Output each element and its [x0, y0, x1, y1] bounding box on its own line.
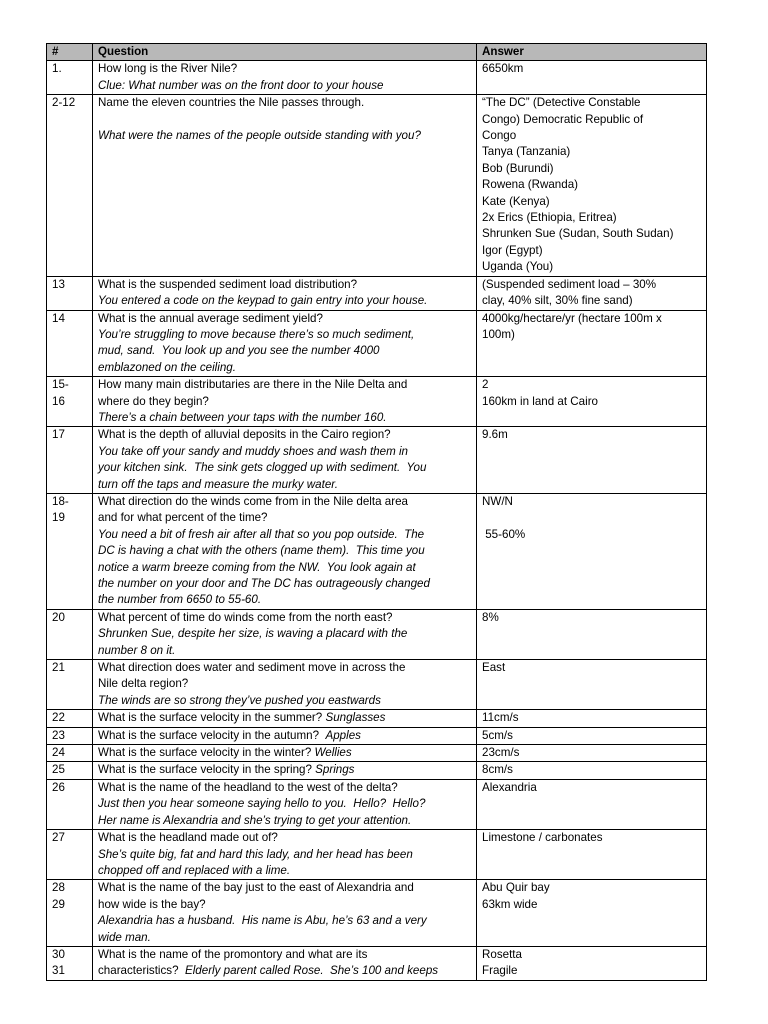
answer-text: [477, 745, 707, 762]
question-number-line: 16: [52, 394, 65, 408]
answer-line: Igor (Egypt): [482, 243, 543, 257]
answer-line: East: [482, 661, 506, 675]
answer-text: [477, 762, 707, 779]
answer-line: NW/N: [482, 494, 513, 508]
table-row: [47, 779, 707, 829]
question-line: What is the name of the headland to the west of the delta?: [98, 780, 398, 794]
question-number: [47, 710, 93, 727]
question-text: [93, 660, 477, 710]
question-number: [47, 779, 93, 829]
answer-line: Fragile: [482, 964, 518, 978]
question-line: and for what percent of the time?: [98, 511, 268, 525]
question-text: [93, 95, 477, 276]
answer-text: [477, 61, 707, 95]
worksheet: [46, 43, 706, 981]
clue-segment: Apples: [325, 728, 361, 742]
clue-line: The winds are so strong they’ve pushed you eastwards: [98, 693, 381, 707]
question-line: [98, 762, 472, 778]
question-number: [47, 276, 93, 310]
table-row: [47, 310, 707, 377]
question-number-line: 22: [52, 711, 65, 725]
question-text: [93, 946, 477, 980]
clue-line: mud, sand. You look up and you see the number 4000: [98, 344, 380, 358]
answer-line: 9.6m: [482, 428, 508, 442]
question-line: What direction do the winds come from in the Nile delta area: [98, 494, 408, 508]
question-number-line: 27: [52, 831, 65, 845]
question-text: [93, 779, 477, 829]
clue-line: Her name is Alexandria and she’s trying to get your attention.: [98, 813, 412, 827]
clue-segment: Springs: [315, 763, 355, 777]
table-row: [47, 61, 707, 95]
answer-text: [477, 660, 707, 710]
question-line: where do they begin?: [98, 394, 209, 408]
answer-line: (Suspended sediment load – 30%: [482, 277, 657, 291]
table-row: [47, 276, 707, 310]
question-line: Nile delta region?: [98, 677, 189, 691]
question-number-line: 17: [52, 428, 65, 442]
clue-line: wide man.: [98, 930, 151, 944]
answer-line: 11cm/s: [482, 711, 519, 725]
question-text: [93, 609, 477, 659]
question-number: [47, 660, 93, 710]
answer-line: 2: [482, 378, 489, 392]
question-line: How long is the River Nile?: [98, 62, 238, 76]
answer-line: 23cm/s: [482, 746, 520, 760]
question-segment: What is the surface velocity in the autumn?: [98, 728, 326, 742]
question-text: [93, 762, 477, 779]
clue-line: Clue: What number was on the front door to your house: [98, 78, 384, 92]
clue-line: There’s a chain between your taps with the number 160.: [98, 410, 387, 424]
question-text: [93, 310, 477, 377]
answer-line: Bob (Burundi): [482, 161, 554, 175]
table-row: [47, 377, 707, 427]
question-number-line: 15-: [52, 378, 69, 392]
question-line: How many main distributaries are there in the Nile Delta and: [98, 378, 408, 392]
clue-line: number 8 on it.: [98, 643, 176, 657]
question-segment: What is the surface velocity in the summer?: [98, 711, 326, 725]
clue-line: your kitchen sink. The sink gets clogged up with sediment. You: [98, 461, 427, 475]
question-text: [93, 727, 477, 744]
clue-line: the number from 6650 to 55-60.: [98, 593, 262, 607]
clue-line: emblazoned on the ceiling.: [98, 360, 236, 374]
answer-line: 63km wide: [482, 897, 538, 911]
question-line: What is the annual average sediment yield?: [98, 311, 323, 325]
table-row: [47, 745, 707, 762]
answer-text: [477, 493, 707, 609]
table-row: [47, 427, 707, 494]
question-number-line: 18-: [52, 494, 69, 508]
header-answer: Answer: [477, 44, 707, 61]
table-row: [47, 880, 707, 947]
question-line: What is the name of the bay just to the east of Alexandria and: [98, 881, 414, 895]
question-number-line: 31: [52, 964, 65, 978]
question-line: What is the name of the promontory and what are its: [98, 947, 368, 961]
question-line: What percent of time do winds come from the north east?: [98, 610, 393, 624]
question-line: [98, 745, 472, 761]
answer-text: [477, 310, 707, 377]
answer-line: 5cm/s: [482, 728, 513, 742]
question-number: [47, 310, 93, 377]
question-text: [93, 880, 477, 947]
answer-text: [477, 609, 707, 659]
question-number: [47, 762, 93, 779]
question-number: [47, 493, 93, 609]
answer-line: Rowena (Rwanda): [482, 178, 579, 192]
table-row: [47, 95, 707, 276]
question-number-line: 23: [52, 728, 65, 742]
answer-line: Limestone / carbonates: [482, 831, 603, 845]
blank-line: [98, 112, 472, 128]
clue-segment: Elderly parent called Rose. She’s 100 and keeps: [184, 964, 439, 978]
answer-line: 55-60%: [482, 527, 526, 541]
answer-line: Tanya (Tanzania): [482, 145, 571, 159]
question-line: Name the eleven countries the Nile passes through.: [98, 96, 365, 110]
answer-line: Shrunken Sue (Sudan, South Sudan): [482, 227, 674, 241]
clue-line: chopped off and replaced with a lime.: [98, 863, 291, 877]
answer-text: [477, 427, 707, 494]
answer-line: 160km in land at Cairo: [482, 394, 598, 408]
header-number: #: [47, 44, 93, 61]
answer-line: 4000kg/hectare/yr (hectare 100m x: [482, 311, 662, 325]
clue-line: the number on your door and The DC has outrageously changed: [98, 577, 430, 590]
question-text: [93, 276, 477, 310]
answer-line: clay, 40% silt, 30% fine sand): [482, 294, 633, 308]
clue-line: You’re struggling to move because there’s so much sediment,: [98, 327, 415, 341]
answer-line: 8cm/s: [482, 763, 513, 777]
question-number: [47, 61, 93, 95]
question-number: [47, 745, 93, 762]
question-number-line: 26: [52, 780, 65, 794]
question-line: [98, 728, 472, 744]
table-row: [47, 493, 707, 609]
clue-line: You take off your sandy and muddy shoes and wash them in: [98, 444, 409, 458]
answer-line: Congo) Democratic Republic of: [482, 112, 644, 126]
question-number-line: 25: [52, 763, 65, 777]
question-answer-table: [46, 43, 707, 981]
question-number-line: 24: [52, 746, 65, 760]
answer-text: [477, 779, 707, 829]
answer-line: 2x Erics (Ethiopia, Eritrea): [482, 211, 617, 225]
question-number-line: 20: [52, 610, 65, 624]
answer-line: Congo: [482, 129, 517, 143]
answer-line: Rosetta: [482, 947, 522, 961]
question-text: [93, 61, 477, 95]
question-number-line: 21: [52, 661, 65, 675]
question-number-line: 30: [52, 947, 65, 961]
clue-line: notice a warm breeze coming from the NW. You look again at: [98, 560, 416, 574]
table-row: [47, 830, 707, 880]
answer-text: [477, 710, 707, 727]
answer-text: [477, 727, 707, 744]
clue-line: Just then you hear someone saying hello to you. Hello? Hello?: [98, 797, 426, 811]
header-question: Question: [93, 44, 477, 61]
answer-text: [477, 880, 707, 947]
question-number: [47, 609, 93, 659]
table-row: [47, 609, 707, 659]
table-row: [47, 660, 707, 710]
answer-line: Uganda (You): [482, 260, 554, 274]
clue-line: DC is having a chat with the others (name them). This time you: [98, 544, 425, 558]
clue-line: You need a bit of fresh air after all that so you pop outside. The: [98, 527, 425, 541]
question-number-line: 29: [52, 897, 65, 911]
question-number: [47, 427, 93, 494]
answer-text: [477, 946, 707, 980]
answer-line: Alexandria: [482, 780, 537, 794]
answer-text: [477, 95, 707, 276]
clue-line: turn off the taps and measure the murky water.: [98, 477, 338, 491]
answer-line: 8%: [482, 610, 499, 624]
question-number-line: 28: [52, 881, 65, 895]
question-text: [93, 710, 477, 727]
question-number-line: 2-12: [52, 96, 76, 110]
table-row: [47, 946, 707, 980]
answer-line: 100m): [482, 327, 515, 341]
question-number-line: 1.: [52, 62, 62, 76]
question-line: What direction does water and sediment move in across the: [98, 661, 406, 675]
answer-line: Abu Quir bay: [482, 881, 550, 895]
question-segment: characteristics?: [98, 964, 185, 978]
clue-line: Shrunken Sue, despite her size, is waving a placard with the: [98, 627, 408, 641]
answer-text: [477, 276, 707, 310]
question-line: how wide is the bay?: [98, 897, 206, 911]
clue-segment: Sunglasses: [325, 711, 386, 725]
question-segment: What is the surface velocity in the winter?: [98, 746, 315, 760]
question-text: [93, 377, 477, 427]
question-number: [47, 830, 93, 880]
table-row: [47, 727, 707, 744]
question-line: [98, 710, 472, 726]
answer-line: “The DC” (Detective Constable: [482, 96, 641, 110]
clue-segment: Wellies: [314, 746, 352, 760]
question-number-line: 14: [52, 311, 65, 325]
question-text: [93, 493, 477, 609]
clue-line: She’s quite big, fat and hard this lady, and her head has been: [98, 847, 413, 861]
question-line: What is the depth of alluvial deposits in the Cairo region?: [98, 428, 391, 442]
blank-line: [482, 510, 702, 526]
question-text: [93, 830, 477, 880]
table-row: [47, 762, 707, 779]
answer-text: [477, 830, 707, 880]
question-line: What is the suspended sediment load distribution?: [98, 277, 358, 291]
question-number: [47, 727, 93, 744]
clue-line: What were the names of the people outside standing with you?: [98, 129, 421, 143]
question-segment: What is the surface velocity in the spring?: [98, 763, 316, 777]
header-row: [47, 44, 707, 61]
question-number: [47, 946, 93, 980]
question-number-line: 13: [52, 277, 65, 291]
question-line: What is the headland made out of?: [98, 831, 278, 845]
question-text: [93, 745, 477, 762]
question-number: [47, 95, 93, 276]
clue-line: You entered a code on the keypad to gain entry into your house.: [98, 294, 428, 308]
clue-line: Alexandria has a husband. His name is Abu, he’s 63 and a very: [98, 914, 427, 928]
question-line: [98, 963, 472, 979]
answer-line: Kate (Kenya): [482, 194, 550, 208]
answer-line: 6650km: [482, 62, 524, 76]
question-number-line: 19: [52, 511, 65, 525]
table-row: [47, 710, 707, 727]
question-text: [93, 427, 477, 494]
question-number: [47, 880, 93, 947]
answer-text: [477, 377, 707, 427]
table-body: [47, 61, 707, 980]
question-number: [47, 377, 93, 427]
